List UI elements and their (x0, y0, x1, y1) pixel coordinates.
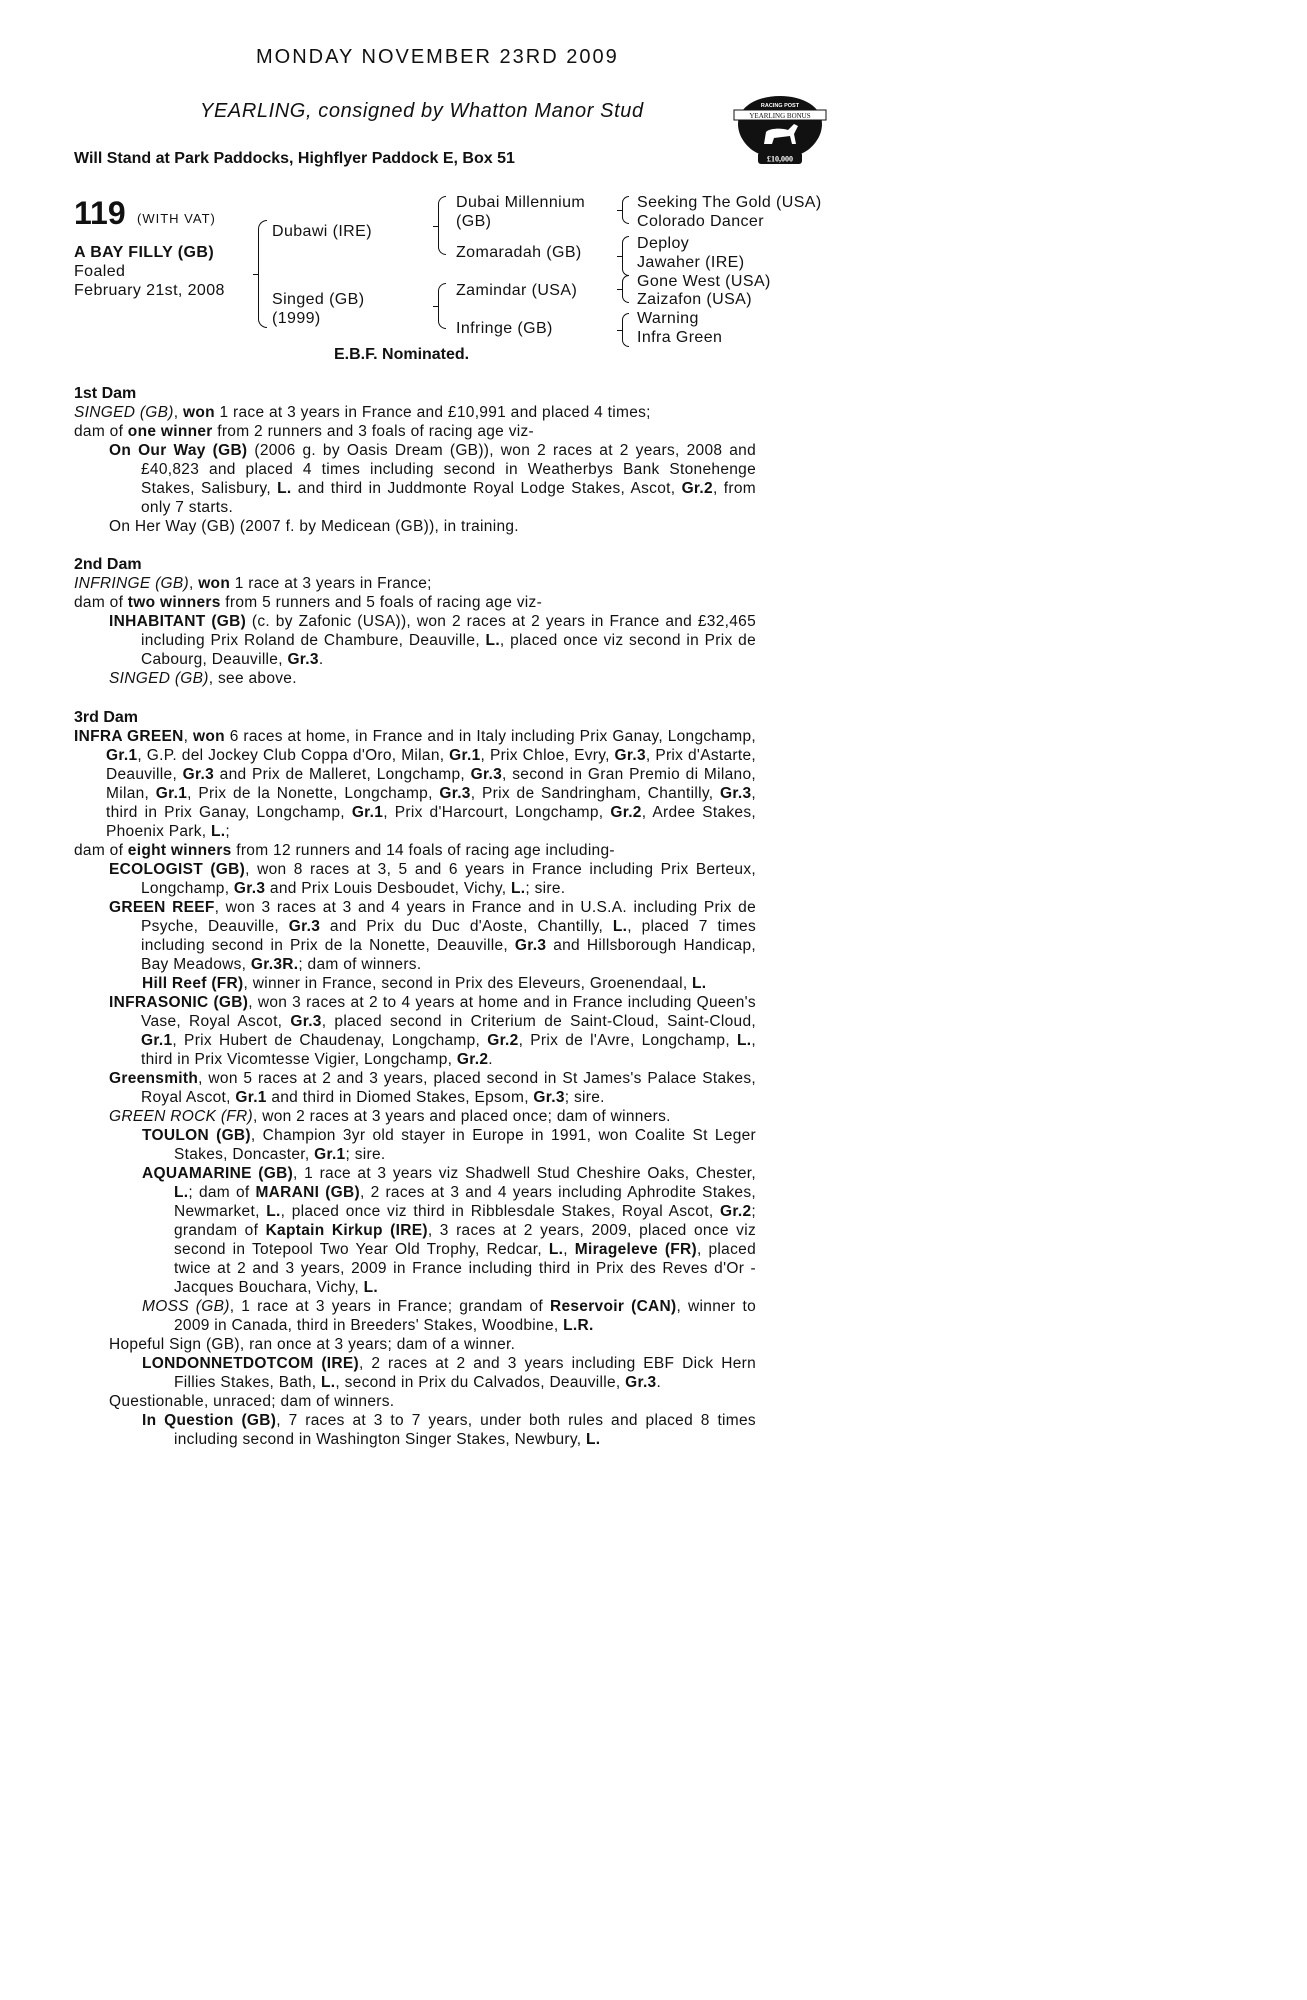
pedigree-brace-ss (622, 196, 629, 224)
ped-dds: Warning (637, 310, 699, 327)
pedigree-brace-ds (622, 275, 629, 303)
section-2nd-dam: 2nd Dam (74, 556, 142, 573)
dam-dam: Infringe (GB) (456, 320, 553, 337)
ped-sds: Deploy (637, 235, 690, 252)
ped-sdd: Jawaher (IRE) (637, 254, 745, 271)
second-dam-text: INFRINGE (GB), won 1 race at 3 years in France; dam of two winners from 5 runners and 5 foals of racing age viz- INHABITANT (GB) (c. by Zafonic (USA)), won 2 races at 2 years in France and £32,465 including Prix Roland de Chambure, Deauville, L., placed once viz second in Prix de Cabourg, Deauville, Gr.3. SINGED (GB), see above. (74, 575, 756, 687)
pedigree-brace-sire (438, 196, 446, 255)
sire-dam: Zomaradah (GB) (456, 244, 582, 261)
sale-date: MONDAY NOVEMBER 23RD 2009 (256, 46, 619, 68)
horse-name: A BAY FILLY (GB) (74, 244, 215, 261)
first-dam-text: SINGED (GB), won 1 race at 3 years in France and £10,991 and placed 4 times; dam of one winner from 2 runners and 3 foals of racing age viz- On Our Way (GB) (2006 g. by Oasis Dream (GB)), won 2 races at 2 years, 2008 and £40,823 and placed 4 times including second in Weatherbys Bank Stonehenge Stakes, Salisbury, L. and third in Juddmonte Royal Lodge Stakes, Ascot, Gr.2, from only 7 starts. On Her Way (GB) (2007 f. by Medicean (GB)), in training. (74, 404, 756, 535)
section-3rd-dam: 3rd Dam (74, 709, 139, 726)
foaled-date: February 21st, 2008 (74, 282, 225, 299)
pedigree-brace-main (258, 220, 267, 328)
yearling-bonus-logo (730, 92, 830, 166)
pedigree-brace-dam (438, 283, 446, 329)
ped-sss: Seeking The Gold (USA) (637, 194, 822, 211)
third-dam-text: INFRA GREEN, won 6 races at home, in France and in Italy including Prix Ganay, Longchamp, Gr.1, G.P. del Jockey Club Coppa d'Oro, Milan, Gr.1, Prix Chloe, Evry, Gr.3, Prix d'Astarte, Deauville, Gr.3 and Prix de Malleret, Longchamp, Gr.3, second in Gran Premio di Milano, Milan, Gr.1, Prix de la Nonette, Longchamp, Gr.3, Prix de Sandringham, Chantilly, Gr.3, third in Prix Ganay, Longchamp, Gr.1, Prix d'Harcourt, Longchamp, Gr.2, Ardee Stakes, Phoenix Park, L.; dam of eight winners from 12 runners and 14 foals of racing age including- ECOLOGIST (GB), won 8 races at 3, 5 and 6 years in France including Prix Berteux, Longchamp, Gr.3 and Prix Louis Desboudet, Vichy, L.; sire. GREEN REEF, won 3 races at 3 and 4 years in France and in U.S.A. including Prix de Psyche, Deauville, Gr.3 and Prix du Duc d'Aoste, Chantilly, L., placed 7 times including second in Prix de la Nonette, Deauville, Gr.3 and Hillsborough Handicap, Bay Meadows, Gr.3R.; dam of winners. Hill Reef (FR), winner in France, second in Prix des Eleveurs, Groenendaal, L. INFRASONIC (GB), won 3 races at 2 to 4 years at home and in France including Queen's Vase, Royal Ascot, Gr.3, placed second in Criterium de Saint-Cloud, Saint-Cloud, Gr.1, Prix Hubert de Chaudenay, Longchamp, Gr.2, Prix de l'Avre, Longchamp, L., third in Prix Vicomtesse Vigier, Longchamp, Gr.2. Greensmith, won 5 races at 2 and 3 years, placed second in St James's Palace Stakes, Royal Ascot, Gr.1 and third in Diomed Stakes, Epsom, Gr.3; sire. GREEN ROCK (FR), won 2 races at 3 years and placed once; dam of winners. TOULON (GB), Champion 3yr old stayer in Europe in 1991, won Coalite St Leger Stakes, Doncaster, Gr.1; sire. AQUAMARINE (GB), 1 race at 3 years viz Shadwell Stud Cheshire Oaks, Chester, L.; dam of MARANI (GB), 2 races at 3 and 4 years including Aphrodite Stakes, Newmarket, L., placed once viz third in Ribblesdale Stakes, Royal Ascot, Gr.2; grandam of Kaptain Kirkup (IRE), 3 races at 2 years, 2009, placed once viz second in Totepool Two Year Old Trophy, Redcar, L., Mirageleve (FR), placed twice at 2 and 3 years, 2009 in France including third in Prix des Reves d'Or - Jacques Bouchara, Vichy, L. MOSS (GB), 1 race at 3 years in France; grandam of Reservoir (CAN), winner to 2009 in Canada, third in Breeders' Stakes, Woodbine, L.R. Hopeful Sign (GB), ran once at 3 years; dam of a winner. LONDONNETDOTCOM (IRE), 2 races at 2 and 3 years including EBF Dick Hern Fillies Stakes, Bath, L., second in Prix du Calvados, Deauville, Gr.3. Questionable, unraced; dam of winners. In Question (GB), 7 races at 3 to 7 years, under both rules and placed 8 times including second in Washington Singer Stakes, Newbury, L. (74, 728, 757, 1448)
sire-sire-origin: (GB) (456, 213, 492, 230)
svg-text:RACING POST: RACING POST (760, 103, 800, 109)
dam-name: Singed (GB) (272, 291, 365, 308)
ebf-nominated: E.B.F. Nominated. (334, 346, 470, 363)
dam-sire: Zamindar (USA) (456, 282, 578, 299)
ped-dsd: Zaizafon (USA) (637, 291, 752, 308)
sire-name: Dubawi (IRE) (272, 223, 372, 240)
consignment-line: YEARLING, consigned by Whatton Manor Stud (200, 100, 644, 122)
foaled-label: Foaled (74, 263, 126, 280)
ped-ddd: Infra Green (637, 329, 723, 346)
section-1st-dam: 1st Dam (74, 385, 137, 402)
vat-note: (WITH VAT) (137, 211, 216, 226)
svg-text:YEARLING BONUS: YEARLING BONUS (749, 112, 811, 120)
svg-text:£10,000: £10,000 (767, 154, 793, 164)
pedigree-brace-dd (622, 313, 629, 347)
ped-ssd: Colorado Dancer (637, 213, 764, 230)
sire-sire: Dubai Millennium (456, 194, 586, 211)
lot-number: 119 (74, 195, 126, 231)
ped-dss: Gone West (USA) (637, 273, 771, 290)
stand-location: Will Stand at Park Paddocks, Highflyer Paddock E, Box 51 (74, 150, 515, 167)
dam-year: (1999) (272, 310, 321, 327)
pedigree-brace-sd (622, 236, 629, 276)
